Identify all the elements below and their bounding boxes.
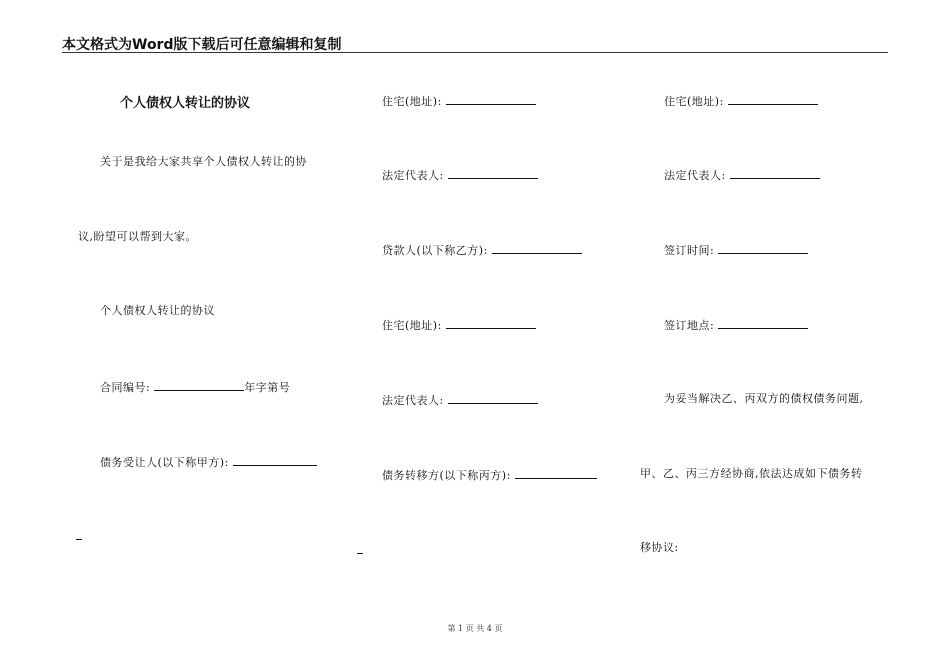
col3-legal-rep-field[interactable]: [730, 167, 820, 179]
party-a-row: [100, 454, 317, 470]
document-title: 个人债权人转让的协议: [120, 96, 251, 111]
lender-label: 贷款人(以下称乙方):: [382, 244, 488, 257]
party-c-label: 债务转移方(以下称丙方):: [382, 469, 511, 482]
col2-legal-rep-row-2: [382, 392, 538, 408]
col2-legal-rep-label-1: 法定代表人:: [382, 169, 444, 182]
col2-residence-row-1: [382, 93, 536, 109]
col2-legal-rep-label-2: 法定代表人:: [382, 394, 444, 407]
body-line-2: 甲、乙、丙三方经协商,依法达成如下债务转: [640, 467, 863, 480]
contract-number-row: [100, 379, 290, 395]
intro-line-2: 议,盼望可以帮到大家。: [78, 230, 197, 243]
col2-residence-field-2[interactable]: [446, 317, 536, 329]
lender-row: [382, 242, 582, 258]
sign-time-row: [664, 242, 808, 258]
header-divider: [62, 52, 888, 53]
party-a-field[interactable]: [233, 454, 317, 466]
col2-legal-rep-field-1[interactable]: [448, 167, 538, 179]
col3-residence-label: 住宅(地址):: [664, 95, 724, 108]
section-heading: 个人债权人转让的协议: [100, 304, 215, 317]
contract-number-suffix: 年字第号: [244, 381, 291, 394]
party-c-row: [382, 467, 597, 483]
page-number: 第 1 页 共 4 页: [447, 624, 503, 633]
col2-residence-row-2: [382, 317, 536, 333]
sign-place-label: 签订地点:: [664, 319, 715, 332]
intro-line-1: 关于是我给大家共享个人债权人转让的协: [100, 155, 307, 168]
column-2-dash: [357, 553, 363, 554]
col2-legal-rep-row-1: [382, 167, 538, 183]
col3-legal-rep-label: 法定代表人:: [664, 169, 726, 182]
body-line-1: 为妥当解决乙、丙双方的债权债务问题,: [664, 392, 864, 405]
col3-residence-field[interactable]: [728, 93, 818, 105]
contract-number-label: 合同编号:: [100, 381, 151, 394]
sign-time-field[interactable]: [718, 242, 808, 254]
page-header-title: 本文格式为Word版下载后可任意编辑和复制: [62, 37, 342, 53]
contract-number-field[interactable]: [154, 379, 244, 391]
col2-legal-rep-field-2[interactable]: [448, 392, 538, 404]
body-line-3: 移协议:: [640, 541, 679, 554]
sign-place-row: [664, 317, 808, 333]
sign-place-field[interactable]: [718, 317, 808, 329]
party-a-label: 债务受让人(以下称甲方):: [100, 456, 229, 469]
col2-residence-label-2: 住宅(地址):: [382, 319, 442, 332]
col3-residence-row: [664, 93, 818, 109]
party-c-field[interactable]: [515, 467, 597, 479]
col3-legal-rep-row: [664, 167, 820, 183]
column-1-dash: [76, 539, 82, 540]
col2-residence-field-1[interactable]: [446, 93, 536, 105]
lender-field[interactable]: [492, 242, 582, 254]
col2-residence-label-1: 住宅(地址):: [382, 95, 442, 108]
sign-time-label: 签订时间:: [664, 244, 715, 257]
